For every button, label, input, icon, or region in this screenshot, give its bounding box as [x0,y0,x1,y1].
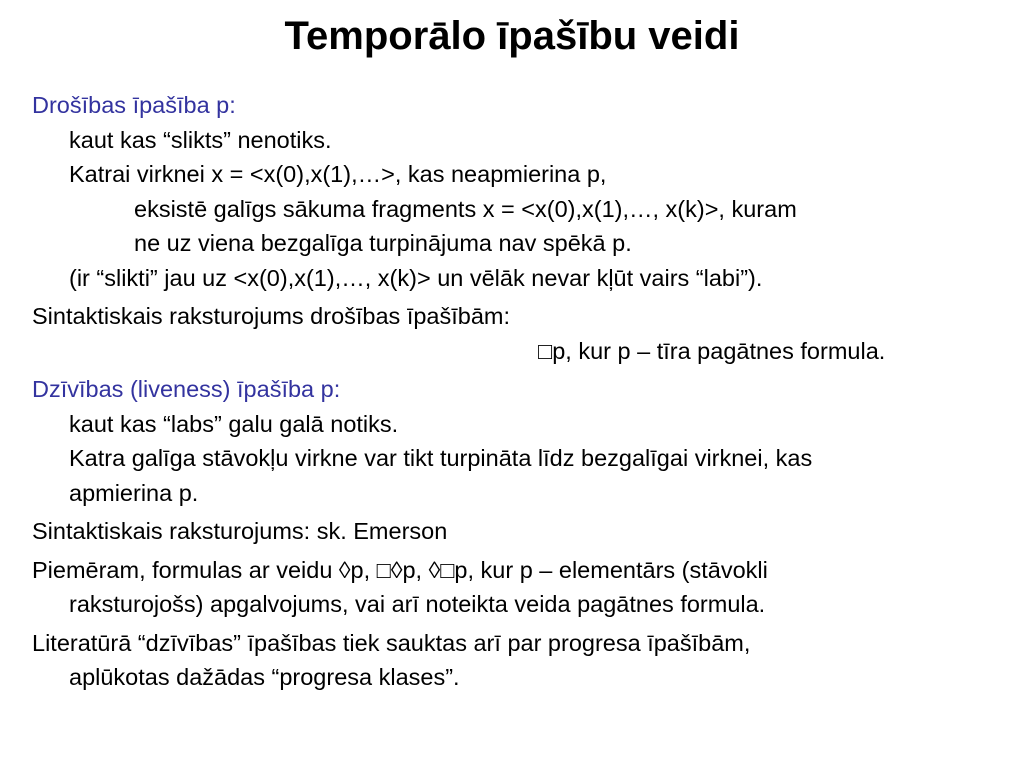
safety-heading: Drošības īpašība p: [32,92,236,118]
example-line: Piemēram, formulas ar veidu ◊p, □◊p, ◊□p, kur p – elementārs (stāvokli [32,556,768,583]
literature-section [32,626,992,695]
liveness-heading: Dzīvības (liveness) īpašība p: [32,376,341,402]
safety-syntax-formula: □p, kur p – tīra pagātnes formula. [538,337,886,364]
example-section [32,553,992,622]
liveness-line: Katra galīga stāvokļu virkne var tikt turpināta līdz bezgalīgai virknei, kas [69,445,813,471]
safety-line: ne uz viena bezgalīga turpinājuma nav spēkā p. [134,230,632,256]
slide-body [32,88,992,695]
safety-syntax-section [32,299,992,368]
liveness-section [32,372,992,510]
slide-title: Temporālo īpašību veidi [284,14,740,58]
example-line: raksturojošs) apgalvojums, vai arī noteikta veida pagātnes formula. [69,591,766,617]
safety-line: eksistē galīgs sākuma fragments x = <x(0),x(1),…, x(k)>, kuram [134,195,797,222]
liveness-line: kaut kas “labs” galu galā notiks. [69,410,399,437]
safety-section [32,88,992,295]
safety-line: (ir “slikti” jau uz <x(0),x(1),…, x(k)> un vēlāk nevar kļūt vairs “labi”). [69,264,763,291]
safety-line: Katrai virknei x = <x(0),x(1),…>, kas neapmierina p, [69,161,607,187]
safety-syntax-text: Sintaktiskais raksturojums drošības īpašībām: [32,303,511,329]
literature-line: aplūkotas dažādas “progresa klases”. [69,664,460,690]
liveness-syntax-text: Sintaktiskais raksturojums: sk. Emerson [32,518,448,544]
liveness-line: apmierina p. [69,479,199,506]
literature-line: Literatūrā “dzīvības” īpašības tiek sauktas arī par progresa īpašībām, [32,629,751,656]
safety-line: kaut kas “slikts” nenotiks. [69,126,332,153]
